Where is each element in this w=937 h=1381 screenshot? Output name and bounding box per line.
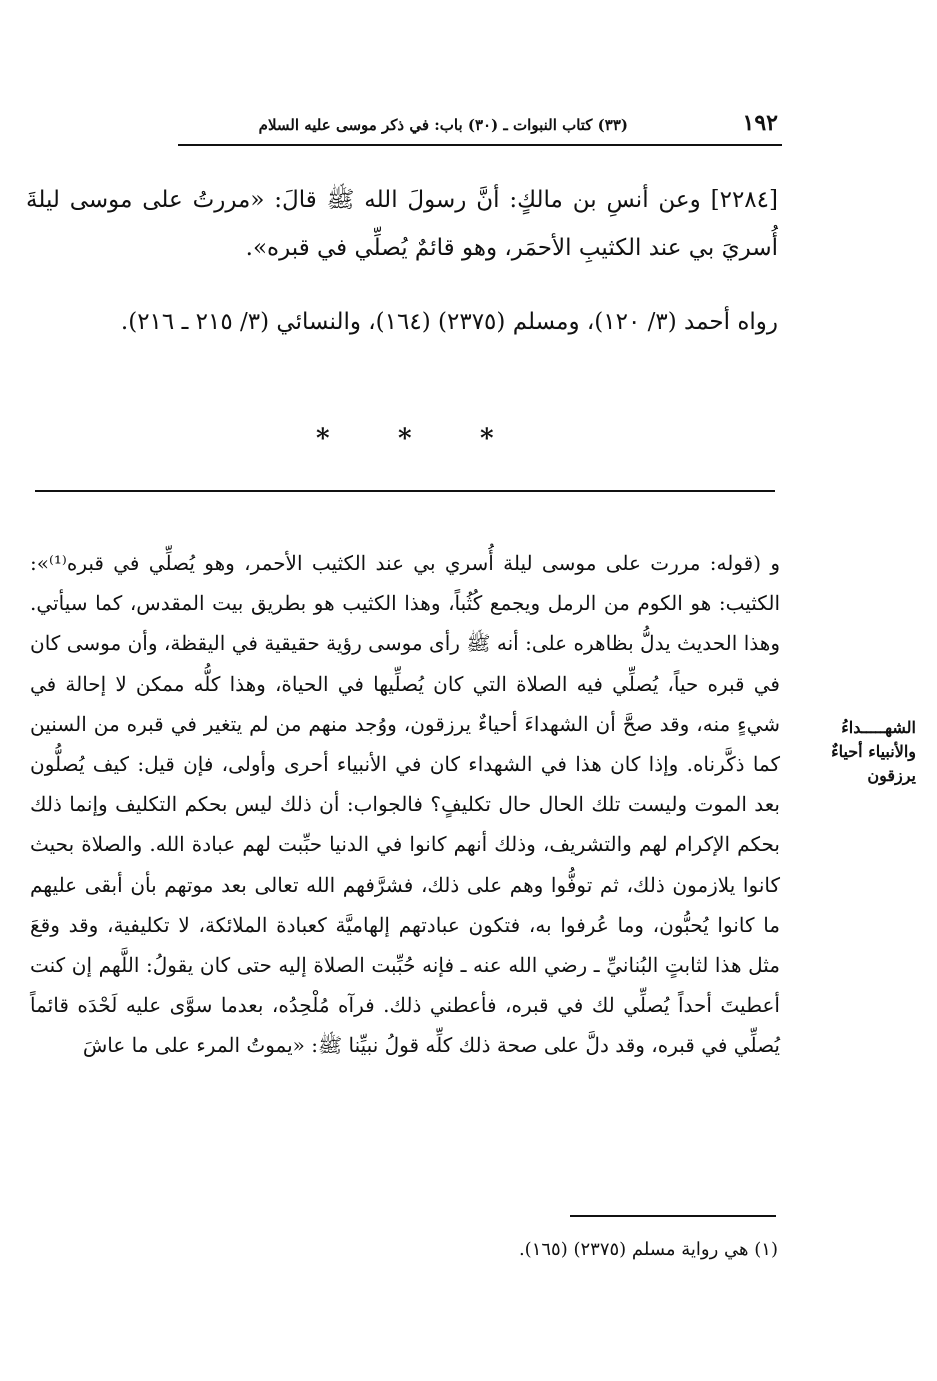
- separator-star: *: [316, 424, 330, 454]
- hadith-text: [٢٢٨٤] وعن أنسِ بن مالكٍ: أنَّ رسولَ الله ﷺ قالَ: «مررتُ على موسى ليلةَ أُسريَ بي عند الكثيبِ الأحمَر، وهو قائمٌ يُصلِّي في قبره».: [26, 187, 778, 261]
- margin-note-line: يرزقون: [867, 766, 916, 785]
- footnote-divider: [570, 1215, 776, 1217]
- separator-star: *: [398, 424, 412, 454]
- margin-note: [800, 716, 916, 788]
- margin-note-line: الشهـــــداءُ: [841, 718, 916, 737]
- margin-note-line: والأنبياء أحياءٌ: [831, 742, 916, 761]
- separator-star: *: [480, 424, 494, 454]
- footnote: (١) هي رواية مسلم (٢٣٧٥) (١٦٥).: [518, 1239, 778, 1260]
- section-separator: [300, 424, 520, 460]
- header-divider: [178, 144, 782, 146]
- page-header: [178, 110, 778, 140]
- page-number: ١٩٢: [742, 110, 778, 136]
- section-divider: [35, 490, 775, 492]
- hadith-source: رواه أحمد (٣/ ١٢٠)، ومسلم (٢٣٧٥) (١٦٤)، والنسائي (٣/ ٢١٥ ـ ٢١٦).: [120, 309, 778, 335]
- commentary-text: و (قوله: مررت على موسى ليلة أُسري بي عند الكثيب الأحمر، وهو يُصلِّي في قبره⁽¹⁾»: الكثيب: هو الكوم من الرمل ويجمع كُثُباً، وهذا الكثيب هو بطريق بيت المقدس، كما سيأتي. وهذا الحديث يدلُّ بظاهره على: أنه ﷺ رأى موسى رؤية حقيقية في اليقظة، وأن موسى كان في قبره حياً، يُصلِّي فيه الصلاة التي كان يُصلِّيها في الحياة، وهذا كلُّه ممكن لا إحالة في شيءٍ منه، وقد صحَّ أن الشهداءَ أحياءٌ يرزقون، ووُجد منهم من لم يتغير في قبره من السنين كما ذكَّرناه. وإذا كان هذا في الشهداء كان في الأنبياء أحرى وأولى، فإن قيل: كيف يُصلُّون بعد الموت وليست تلك الحال حال تكليفٍ؟ فالجواب: أن ذلك ليس بحكم التكليف وإنما ذلك بحكم الإكرام لهم والتشريف، وذلك أنهم كانوا في الدنيا حبِّبت لهم عبادة الله. والصلاة بحيث كانوا يلازمون ذلك، ثم توفُّوا وهم على ذلك، فشرَّفهم الله تعالى بعد موتهم بأن أبقى عليهم ما كانوا يُحبُّون، وما عُرفوا به، فتكون عبادتهم إلهاميَّة كعبادة الملائكة، لا تكليفية، وقد وقعَ مثل هذا لثابتٍ البُنانيِّ ـ رضي الله عنه ـ فإنه حُبِّبت الصلاة إليه حتى كان يقولُ: اللَّهم إن كنت أعطيتَ أحداً يُصلِّي لك في قبره، فأعطني ذلك. فرآه مُلْحِدُه، بعدما سوَّى عليه لَحْدَه قائماً يُصلِّي في قبره، وقد دلَّ على صحة ذلك كلِّه قولُ نبيِّنا ﷺ: «يموتُ المرء على ما عاشَ: [30, 551, 781, 1058]
- running-title: (٣٣) كتاب النبوات ـ (٣٠) باب: في ذكر موسى عليه السلام: [258, 116, 628, 134]
